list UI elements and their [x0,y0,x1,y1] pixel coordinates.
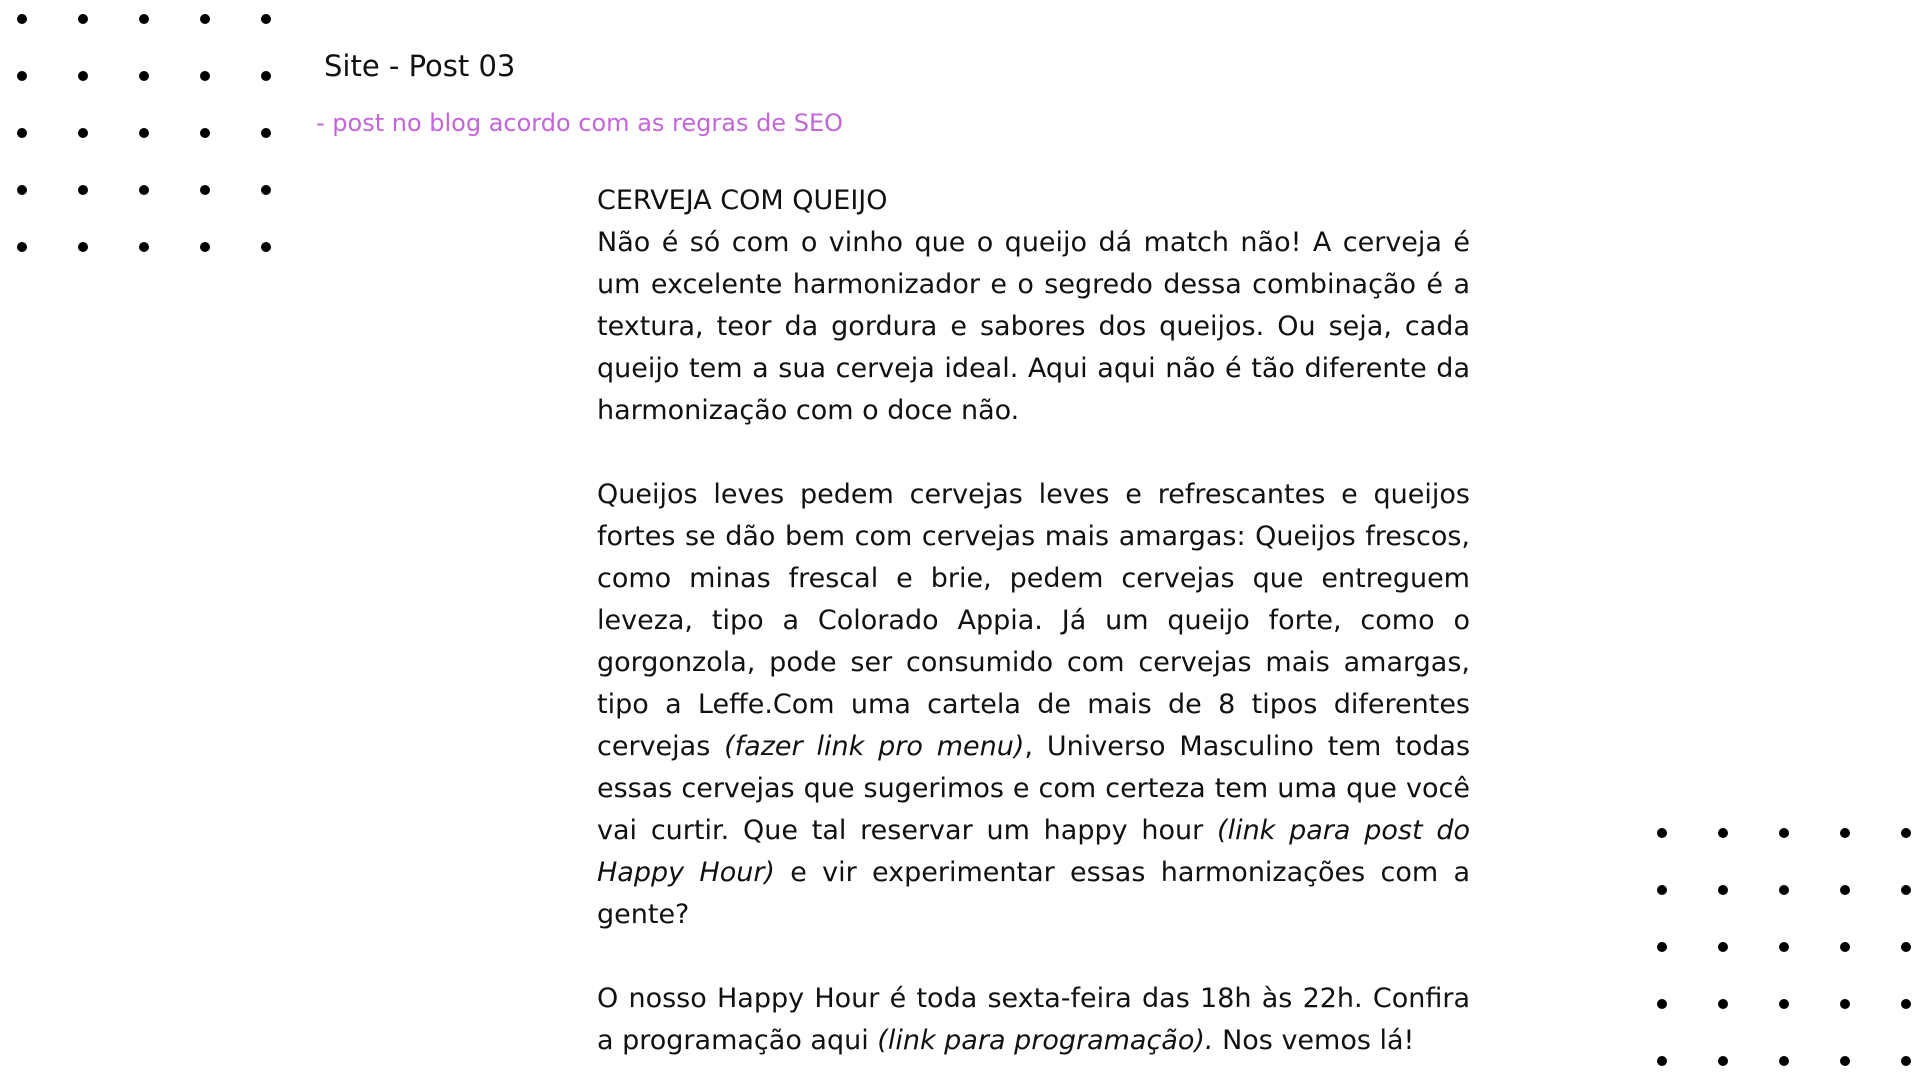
decorative-dot [1840,885,1850,895]
paragraph-2-text-3: e vir experimentar essas harmonizações com a gente? [597,857,1470,930]
decorative-dot-grid-bottom-right [1657,828,1911,1066]
decorative-dot [139,14,149,24]
decorative-dot [139,242,149,252]
article-paragraph-2 [597,474,1470,936]
decorative-dot [200,185,210,195]
decorative-dot [261,185,271,195]
decorative-dot [17,128,27,138]
decorative-dot [78,14,88,24]
decorative-dot [261,128,271,138]
article-heading: CERVEJA COM QUEIJO [597,185,888,216]
decorative-dot [261,14,271,24]
article-paragraph-3 [597,978,1470,1062]
decorative-dot [261,242,271,252]
decorative-dot [1779,942,1789,952]
decorative-dot [139,71,149,81]
decorative-dot [1779,885,1789,895]
decorative-dot [1840,1056,1850,1066]
page-title: Site - Post 03 [324,49,516,83]
page-subtitle: - post no blog acordo com as regras de SEO [316,109,843,137]
decorative-dot [1657,999,1667,1009]
schedule-link-note: (link para programação). [877,1025,1214,1056]
paragraph-2-text-1: Queijos leves pedem cervejas leves e refrescantes e queijos fortes se dão bem com cervejas mais amargas: Queijos frescos, como minas frescal e brie, pedem cervejas que entreguem leveza, tipo a Colorado Appia. Já um queijo forte, como o gorgonzola, pode ser consumido com cervejas mais amargas, tipo a Leffe.Com uma cartela de mais de 8 tipos diferentes cervejas [597,479,1470,762]
decorative-dot [200,71,210,81]
decorative-dot [1840,942,1850,952]
decorative-dot [1901,999,1911,1009]
decorative-dot [1901,942,1911,952]
decorative-dot [1657,828,1667,838]
decorative-dot [78,71,88,81]
decorative-dot [1779,828,1789,838]
decorative-dot [78,128,88,138]
decorative-dot [1779,1056,1789,1066]
decorative-dot [78,185,88,195]
decorative-dot [1657,942,1667,952]
decorative-dot-grid-top-left [17,14,271,252]
paragraph-3-text-1: O nosso Happy Hour é toda sexta-feira das 18h às 22h. Confira a programação aqui [597,983,1470,1056]
decorative-dot [1718,1056,1728,1066]
decorative-dot [1718,999,1728,1009]
paragraph-3-text-2: Nos vemos lá! [1213,1025,1415,1056]
decorative-dot [17,14,27,24]
decorative-dot [200,242,210,252]
menu-link-note: (fazer link pro menu) [724,731,1025,762]
decorative-dot [17,71,27,81]
decorative-dot [1718,828,1728,838]
decorative-dot [1840,999,1850,1009]
decorative-dot [1901,885,1911,895]
decorative-dot [1901,828,1911,838]
decorative-dot [17,185,27,195]
decorative-dot [261,71,271,81]
decorative-dot [1840,828,1850,838]
decorative-dot [200,14,210,24]
article-body [597,180,1470,1062]
decorative-dot [17,242,27,252]
decorative-dot [139,185,149,195]
paragraph-2-text-2: , Universo Masculino tem todas essas cervejas que sugerimos e com certeza tem uma que você vai curtir. Que tal reservar um happy hour [597,731,1471,846]
decorative-dot [78,242,88,252]
decorative-dot [1718,942,1728,952]
decorative-dot [1718,885,1728,895]
happy-hour-link-note: (link para post do Happy Hour) [597,815,1470,888]
decorative-dot [1779,999,1789,1009]
article-paragraph-1: Não é só com o vinho que o queijo dá match não! A cerveja é um excelente harmonizador e o segredo dessa combinação é a textura, teor da gordura e sabores dos queijos. Ou seja, cada queijo tem a sua cerveja ideal. Aqui aqui não é tão diferente da harmonização com o doce não. [597,227,1470,426]
decorative-dot [139,128,149,138]
decorative-dot [1657,885,1667,895]
decorative-dot [1657,1056,1667,1066]
decorative-dot [200,128,210,138]
decorative-dot [1901,1056,1911,1066]
